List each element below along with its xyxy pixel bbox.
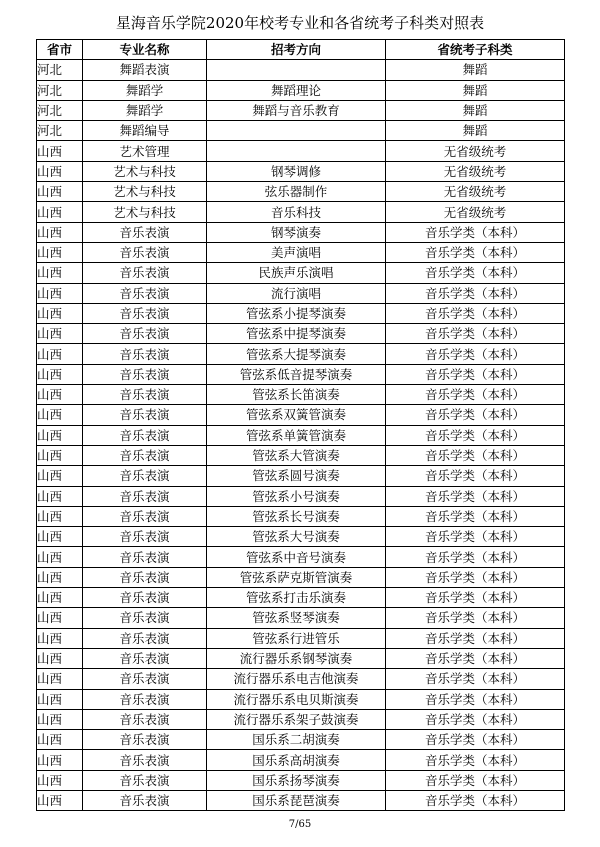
- table-row: [37, 121, 565, 141]
- cell-province: 河北: [37, 100, 83, 120]
- cell-province: 山西: [37, 161, 83, 181]
- cell-major-name: 音乐表演: [83, 669, 207, 689]
- cell-major-name: 艺术与科技: [83, 202, 207, 222]
- cell-subject-category: 无省级统考: [386, 141, 565, 161]
- cell-direction: 国乐系扬琴演奏: [207, 770, 386, 790]
- cell-direction: 管弦系长笛演奏: [207, 385, 386, 405]
- table-row: [37, 689, 565, 709]
- cell-subject-category: 无省级统考: [386, 182, 565, 202]
- cell-direction: 管弦系大提琴演奏: [207, 344, 386, 364]
- header-subject-category: 省统考子科类: [386, 40, 565, 60]
- cell-province: 山西: [37, 385, 83, 405]
- cell-major-name: 音乐表演: [83, 790, 207, 810]
- cell-major-name: 音乐表演: [83, 466, 207, 486]
- cell-direction: 管弦系小号演奏: [207, 486, 386, 506]
- cell-province: 山西: [37, 709, 83, 729]
- cell-major-name: 音乐表演: [83, 222, 207, 242]
- cell-major-name: 舞蹈学: [83, 100, 207, 120]
- cell-province: 山西: [37, 730, 83, 750]
- page-number: 7/65: [288, 819, 312, 830]
- cell-province: 山西: [37, 405, 83, 425]
- table-row: [37, 669, 565, 689]
- cell-direction: 管弦系圆号演奏: [207, 466, 386, 486]
- cell-direction: 钢琴调修: [207, 161, 386, 181]
- cell-major-name: 音乐表演: [83, 486, 207, 506]
- cell-direction: 流行器乐系架子鼓演奏: [207, 709, 386, 729]
- cell-major-name: 音乐表演: [83, 648, 207, 668]
- cell-subject-category: 音乐学类（本科）: [386, 364, 565, 384]
- cell-subject-category: 音乐学类（本科）: [386, 547, 565, 567]
- cell-direction: 流行器乐系电贝斯演奏: [207, 689, 386, 709]
- cell-direction: 管弦系单簧管演奏: [207, 425, 386, 445]
- cell-major-name: 音乐表演: [83, 425, 207, 445]
- table-row: [37, 324, 565, 344]
- table-row: [37, 648, 565, 668]
- table-row: [37, 527, 565, 547]
- table-row: [37, 567, 565, 587]
- table-row: [37, 730, 565, 750]
- header-province: 省市: [37, 40, 83, 60]
- cell-major-name: 音乐表演: [83, 445, 207, 465]
- cell-subject-category: 音乐学类（本科）: [386, 303, 565, 323]
- cell-province: 河北: [37, 121, 83, 141]
- cell-province: 山西: [37, 750, 83, 770]
- cell-subject-category: 音乐学类（本科）: [386, 648, 565, 668]
- cell-subject-category: 音乐学类（本科）: [386, 263, 565, 283]
- cell-subject-category: 音乐学类（本科）: [386, 445, 565, 465]
- cell-direction: 流行器乐系钢琴演奏: [207, 648, 386, 668]
- cell-province: 山西: [37, 364, 83, 384]
- cell-direction: 流行演唱: [207, 283, 386, 303]
- comparison-table: [36, 39, 565, 811]
- cell-province: 山西: [37, 608, 83, 628]
- table-body: [37, 60, 565, 811]
- cell-direction: 舞蹈理论: [207, 80, 386, 100]
- cell-province: 山西: [37, 588, 83, 608]
- table-row: [37, 466, 565, 486]
- cell-major-name: 舞蹈表演: [83, 60, 207, 80]
- cell-subject-category: 音乐学类（本科）: [386, 790, 565, 810]
- table-row: [37, 303, 565, 323]
- cell-subject-category: 音乐学类（本科）: [386, 628, 565, 648]
- cell-province: 山西: [37, 486, 83, 506]
- cell-subject-category: 音乐学类（本科）: [386, 324, 565, 344]
- cell-subject-category: 音乐学类（本科）: [386, 344, 565, 364]
- cell-direction: 国乐系高胡演奏: [207, 750, 386, 770]
- cell-subject-category: 音乐学类（本科）: [386, 222, 565, 242]
- cell-major-name: 音乐表演: [83, 385, 207, 405]
- cell-subject-category: 音乐学类（本科）: [386, 405, 565, 425]
- header-major-name: 专业名称: [83, 40, 207, 60]
- table-row: [37, 202, 565, 222]
- table-row: [37, 425, 565, 445]
- cell-direction: 美声演唱: [207, 242, 386, 262]
- cell-direction: 国乐系琵琶演奏: [207, 790, 386, 810]
- table-row: [37, 161, 565, 181]
- cell-subject-category: 音乐学类（本科）: [386, 486, 565, 506]
- cell-province: 山西: [37, 466, 83, 486]
- cell-subject-category: 舞蹈: [386, 121, 565, 141]
- cell-direction: 管弦系长号演奏: [207, 506, 386, 526]
- cell-major-name: 艺术与科技: [83, 161, 207, 181]
- cell-major-name: 音乐表演: [83, 324, 207, 344]
- cell-major-name: 音乐表演: [83, 628, 207, 648]
- table-row: [37, 547, 565, 567]
- cell-major-name: 音乐表演: [83, 283, 207, 303]
- cell-province: 山西: [37, 527, 83, 547]
- header-direction: 招考方向: [207, 40, 386, 60]
- cell-direction: 舞蹈与音乐教育: [207, 100, 386, 120]
- cell-province: 山西: [37, 790, 83, 810]
- cell-major-name: 音乐表演: [83, 588, 207, 608]
- table-row: [37, 141, 565, 161]
- cell-major-name: 艺术与科技: [83, 182, 207, 202]
- table-row: [37, 344, 565, 364]
- cell-subject-category: 音乐学类（本科）: [386, 588, 565, 608]
- cell-major-name: 音乐表演: [83, 263, 207, 283]
- cell-major-name: 艺术管理: [83, 141, 207, 161]
- cell-subject-category: 音乐学类（本科）: [386, 567, 565, 587]
- cell-province: 山西: [37, 770, 83, 790]
- cell-direction: 管弦系中提琴演奏: [207, 324, 386, 344]
- cell-direction: 民族声乐演唱: [207, 263, 386, 283]
- table-row: [37, 385, 565, 405]
- cell-subject-category: 音乐学类（本科）: [386, 385, 565, 405]
- cell-direction: 管弦系小提琴演奏: [207, 303, 386, 323]
- cell-major-name: 舞蹈学: [83, 80, 207, 100]
- table-row: [37, 709, 565, 729]
- cell-major-name: 音乐表演: [83, 567, 207, 587]
- cell-subject-category: 音乐学类（本科）: [386, 527, 565, 547]
- cell-direction: 钢琴演奏: [207, 222, 386, 242]
- cell-major-name: 音乐表演: [83, 689, 207, 709]
- cell-province: 山西: [37, 547, 83, 567]
- cell-subject-category: 音乐学类（本科）: [386, 689, 565, 709]
- cell-subject-category: 舞蹈: [386, 80, 565, 100]
- cell-subject-category: 音乐学类（本科）: [386, 750, 565, 770]
- cell-province: 山西: [37, 324, 83, 344]
- cell-subject-category: 舞蹈: [386, 60, 565, 80]
- cell-direction: 弦乐器制作: [207, 182, 386, 202]
- cell-subject-category: 音乐学类（本科）: [386, 709, 565, 729]
- cell-subject-category: 音乐学类（本科）: [386, 242, 565, 262]
- table-row: [37, 628, 565, 648]
- cell-province: 山西: [37, 344, 83, 364]
- cell-province: 山西: [37, 567, 83, 587]
- table-row: [37, 283, 565, 303]
- cell-subject-category: 音乐学类（本科）: [386, 669, 565, 689]
- cell-major-name: 音乐表演: [83, 750, 207, 770]
- table-row: [37, 222, 565, 242]
- cell-province: 山西: [37, 182, 83, 202]
- cell-province: 山西: [37, 242, 83, 262]
- table-row: [37, 608, 565, 628]
- cell-direction: [207, 141, 386, 161]
- cell-subject-category: 音乐学类（本科）: [386, 283, 565, 303]
- cell-major-name: 音乐表演: [83, 303, 207, 323]
- cell-province: 山西: [37, 445, 83, 465]
- cell-major-name: 舞蹈编导: [83, 121, 207, 141]
- cell-province: 山西: [37, 222, 83, 242]
- table-row: [37, 588, 565, 608]
- table-row: [37, 445, 565, 465]
- table-row: [37, 405, 565, 425]
- cell-major-name: 音乐表演: [83, 242, 207, 262]
- cell-province: 山西: [37, 425, 83, 445]
- cell-province: 河北: [37, 60, 83, 80]
- cell-province: 山西: [37, 303, 83, 323]
- cell-subject-category: 无省级统考: [386, 161, 565, 181]
- cell-direction: 音乐科技: [207, 202, 386, 222]
- cell-direction: 流行器乐系电吉他演奏: [207, 669, 386, 689]
- cell-province: 山西: [37, 141, 83, 161]
- table-row: [37, 100, 565, 120]
- cell-major-name: 音乐表演: [83, 608, 207, 628]
- table-row: [37, 60, 565, 80]
- cell-major-name: 音乐表演: [83, 709, 207, 729]
- cell-major-name: 音乐表演: [83, 547, 207, 567]
- table-row: [37, 486, 565, 506]
- cell-province: 山西: [37, 689, 83, 709]
- cell-subject-category: 音乐学类（本科）: [386, 730, 565, 750]
- cell-subject-category: 音乐学类（本科）: [386, 506, 565, 526]
- cell-direction: 管弦系中音号演奏: [207, 547, 386, 567]
- cell-province: 山西: [37, 202, 83, 222]
- cell-subject-category: 音乐学类（本科）: [386, 608, 565, 628]
- table-row: [37, 770, 565, 790]
- cell-direction: 管弦系大管演奏: [207, 445, 386, 465]
- cell-direction: 管弦系大号演奏: [207, 527, 386, 547]
- cell-province: 山西: [37, 669, 83, 689]
- cell-direction: [207, 121, 386, 141]
- cell-direction: 管弦系萨克斯管演奏: [207, 567, 386, 587]
- cell-province: 山西: [37, 263, 83, 283]
- cell-subject-category: 音乐学类（本科）: [386, 466, 565, 486]
- cell-major-name: 音乐表演: [83, 770, 207, 790]
- cell-direction: [207, 60, 386, 80]
- table-row: [37, 364, 565, 384]
- cell-direction: 管弦系双簧管演奏: [207, 405, 386, 425]
- cell-subject-category: 无省级统考: [386, 202, 565, 222]
- cell-province: 山西: [37, 506, 83, 526]
- cell-major-name: 音乐表演: [83, 344, 207, 364]
- table-row: [37, 750, 565, 770]
- table-header-row: [37, 40, 565, 60]
- cell-direction: 管弦系行进管乐: [207, 628, 386, 648]
- cell-major-name: 音乐表演: [83, 527, 207, 547]
- cell-province: 山西: [37, 648, 83, 668]
- table-row: [37, 80, 565, 100]
- cell-province: 河北: [37, 80, 83, 100]
- cell-major-name: 音乐表演: [83, 506, 207, 526]
- table-row: [37, 182, 565, 202]
- cell-direction: 管弦系低音提琴演奏: [207, 364, 386, 384]
- table-row: [37, 242, 565, 262]
- cell-direction: 国乐系二胡演奏: [207, 730, 386, 750]
- page-title: 星海音乐学院2020年校考专业和各省统考子科类对照表: [115, 14, 485, 32]
- cell-subject-category: 音乐学类（本科）: [386, 770, 565, 790]
- cell-major-name: 音乐表演: [83, 405, 207, 425]
- table-row: [37, 790, 565, 810]
- cell-subject-category: 舞蹈: [386, 100, 565, 120]
- cell-province: 山西: [37, 628, 83, 648]
- table-row: [37, 506, 565, 526]
- cell-subject-category: 音乐学类（本科）: [386, 425, 565, 445]
- table-row: [37, 263, 565, 283]
- cell-major-name: 音乐表演: [83, 364, 207, 384]
- cell-direction: 管弦系竖琴演奏: [207, 608, 386, 628]
- cell-province: 山西: [37, 283, 83, 303]
- cell-major-name: 音乐表演: [83, 730, 207, 750]
- cell-direction: 管弦系打击乐演奏: [207, 588, 386, 608]
